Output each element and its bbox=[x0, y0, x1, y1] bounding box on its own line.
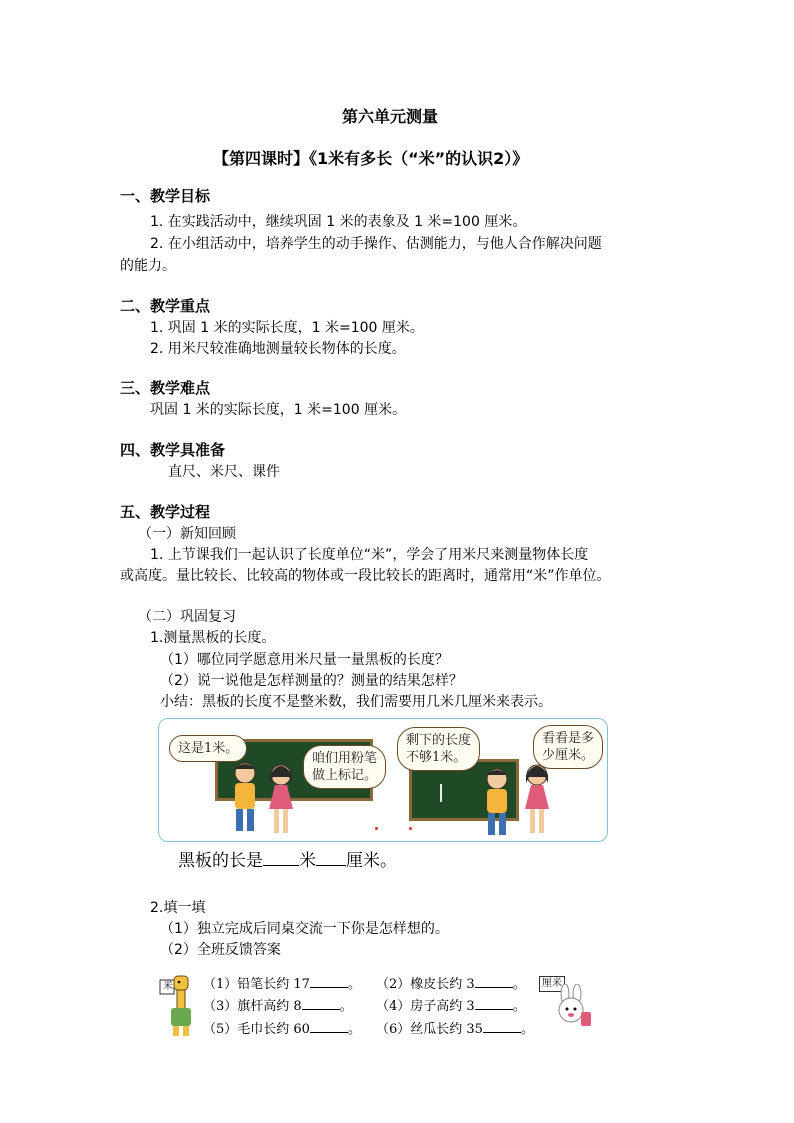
boy-figure-left bbox=[225, 761, 265, 837]
difficulty-1: 巩固 1 米的实际长度，1 米=100 厘米。 bbox=[150, 402, 407, 418]
speech-bubble-4 bbox=[533, 725, 603, 769]
rabbit-figure bbox=[550, 984, 594, 1030]
question-2: 2.填一填 bbox=[150, 900, 206, 916]
fill-item-2-text: （2）橡皮长约 3 bbox=[376, 977, 475, 992]
fill-item-4-end: 。 bbox=[512, 999, 526, 1014]
answer-prefix: 黑板的长是 bbox=[178, 851, 263, 871]
lesson-subtitle: 【第四课时】《1米有多长（“米”的认识2）》 bbox=[213, 149, 529, 168]
fill-item-4 bbox=[376, 997, 526, 1016]
speech-bubble-4-line2: 少厘米。 bbox=[542, 748, 595, 763]
answer-unit-cm: 厘米。 bbox=[346, 851, 397, 871]
key-point-1: 1. 巩固 1 米的实际长度，1 米=100 厘米。 bbox=[150, 320, 424, 336]
speech-bubble-1 bbox=[169, 735, 247, 762]
key-point-2: 2. 用米尺较准确地测量较长物体的长度。 bbox=[150, 341, 406, 357]
subheading-consolidate: （二）巩固复习 bbox=[138, 609, 236, 625]
speech-bubble-2-line2: 做上标记。 bbox=[312, 768, 378, 783]
sign-meter: 米 bbox=[163, 981, 173, 992]
fill-blank-3[interactable] bbox=[302, 997, 340, 1010]
materials: 直尺、米尺、课件 bbox=[168, 464, 280, 480]
question-1a: （1）哪位同学愿意用米尺量一量黑板的长度？ bbox=[160, 652, 449, 668]
question-2b: （2）全班反馈答案 bbox=[160, 942, 281, 958]
fill-item-2-end: 。 bbox=[512, 977, 526, 992]
speech-bubble-2-line1: 咱们用粉笔 bbox=[312, 751, 378, 766]
section-heading-difficulty: 三、教学难点 bbox=[120, 379, 211, 397]
blackboard-answer-line bbox=[178, 850, 397, 872]
goal-2-cont: 的能力。 bbox=[120, 258, 176, 274]
answer-blank-cm[interactable] bbox=[316, 851, 346, 866]
girl-figure-left bbox=[261, 763, 301, 837]
answer-unit-m: 米 bbox=[299, 851, 316, 871]
review-text-2: 或高度。量比较长、比较高的物体或一段比较长的距离时，通常用“米”作单位。 bbox=[120, 568, 611, 584]
subheading-review: （一）新知回顾 bbox=[138, 526, 236, 542]
fill-item-5-end: 。 bbox=[347, 1022, 361, 1037]
speech-bubble-3-line2: 不够1米。 bbox=[406, 750, 467, 765]
fill-item-3 bbox=[203, 997, 353, 1016]
fill-blank-1[interactable] bbox=[310, 975, 348, 988]
fill-item-5 bbox=[203, 1020, 361, 1039]
summary: 小结：黑板的长度不是整米数，我们需要用几米几厘米来表示。 bbox=[160, 694, 552, 710]
page-title: 第六单元测量 bbox=[342, 107, 439, 126]
speech-bubble-3 bbox=[397, 727, 480, 771]
fill-item-5-text: （5）毛巾长约 60 bbox=[203, 1022, 310, 1037]
section-heading-key-points: 二、教学重点 bbox=[120, 297, 211, 315]
speech-bubble-4-line1: 看看是多 bbox=[542, 731, 595, 746]
fill-item-6-text: （6）丝瓜长约 35 bbox=[376, 1022, 483, 1037]
chalk-mark-dot bbox=[409, 827, 412, 830]
fill-item-1-end: 。 bbox=[347, 977, 361, 992]
fill-blank-6[interactable] bbox=[483, 1020, 521, 1033]
fill-blank-2[interactable] bbox=[475, 975, 513, 988]
girl-figure-right bbox=[517, 763, 557, 837]
speech-bubble-3-line1: 剩下的长度 bbox=[406, 733, 472, 748]
fill-blank-5[interactable] bbox=[310, 1020, 348, 1033]
goal-1: 1. 在实践活动中，继续巩固 1 米的表象及 1 米=100 厘米。 bbox=[150, 214, 527, 230]
fill-item-1-text: （1）铅笔长约 17 bbox=[203, 977, 310, 992]
speech-bubble-2 bbox=[303, 745, 386, 789]
blackboard-illustration bbox=[158, 718, 608, 842]
sign-centimeter: 厘米 bbox=[539, 976, 565, 992]
chalk-mark-dot bbox=[375, 827, 378, 830]
fill-item-6-end: 。 bbox=[520, 1022, 534, 1037]
goal-2: 2. 在小组活动中，培养学生的动手操作、估测能力，与他人合作解决问题 bbox=[150, 236, 602, 252]
speech-bubble-1-text: 这是1米。 bbox=[178, 741, 239, 756]
fill-item-1 bbox=[203, 975, 361, 994]
fill-blank-4[interactable] bbox=[475, 997, 513, 1010]
question-1b: （2）说一说他是怎样测量的？测量的结果怎样？ bbox=[160, 673, 463, 689]
fill-item-2 bbox=[376, 975, 526, 994]
section-heading-goals: 一、教学目标 bbox=[120, 187, 211, 205]
section-heading-materials: 四、教学具准备 bbox=[120, 441, 226, 459]
fill-item-4-text: （4）房子高约 3 bbox=[376, 999, 475, 1014]
section-heading-process: 五、教学过程 bbox=[120, 503, 211, 521]
answer-blank-meters[interactable] bbox=[263, 851, 299, 866]
boy-figure-right bbox=[477, 767, 517, 839]
question-2a: （1）独立完成后同桌交流一下你是怎样想的。 bbox=[160, 921, 449, 937]
fill-item-3-text: （3）旗杆高约 8 bbox=[203, 999, 302, 1014]
question-1: 1.测量黑板的长度。 bbox=[150, 630, 276, 646]
fill-item-3-end: 。 bbox=[339, 999, 353, 1014]
fill-item-6 bbox=[376, 1020, 534, 1039]
review-text-1: 1. 上节课我们一起认识了长度单位“米”，学会了用米尺来测量物体长度 bbox=[150, 547, 589, 563]
